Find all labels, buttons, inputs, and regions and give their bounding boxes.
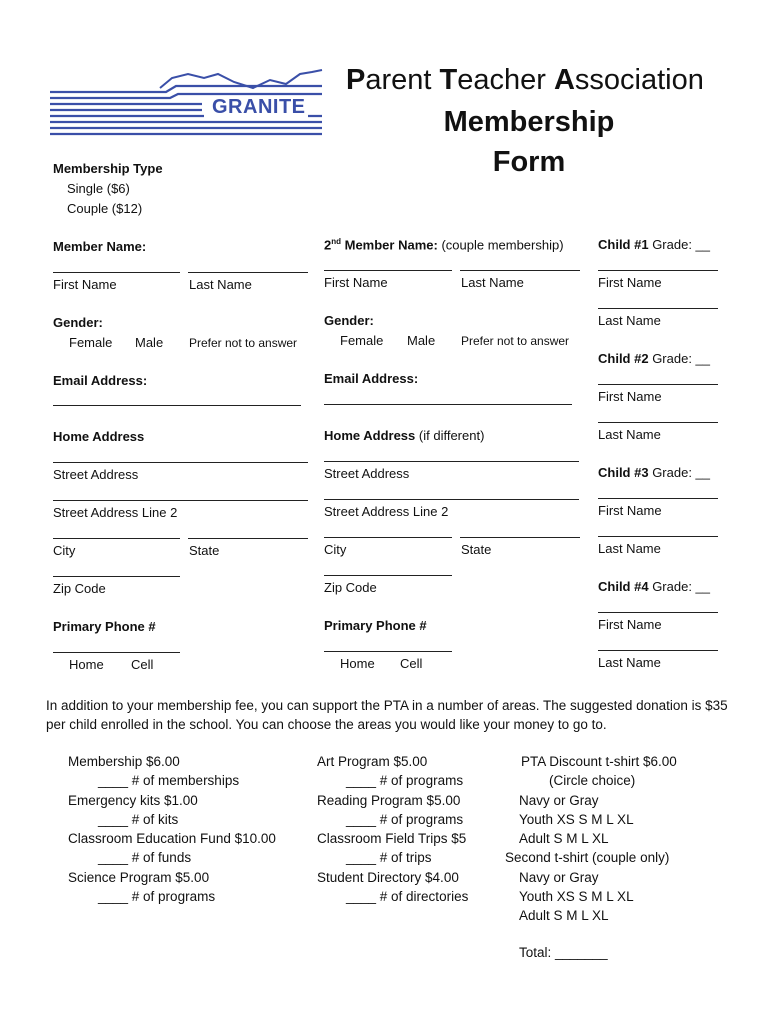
member2-phone-heading: Primary Phone # [324,618,427,633]
member2-street-label: Street Address [324,466,410,481]
child4-last-label: Last Name [598,655,661,670]
child1-first-label: First Name [598,275,662,290]
donation-directory-count[interactable]: ____ # of directories [346,889,469,904]
second-tshirt-heading: Second t-shirt (couple only) [505,850,670,865]
child2-first-label: First Name [598,389,662,404]
member2-phone-cell[interactable]: Cell [400,656,423,671]
second-tshirt-youth-sizes[interactable]: Youth XS S M L XL [519,889,634,904]
donation-membership-count[interactable]: ____ # of memberships [98,773,240,788]
phone-line[interactable] [53,652,180,653]
member2-heading-text: Member Name: [341,237,438,253]
member2-heading-num: 2 [324,237,332,253]
child1-last-line[interactable] [598,308,718,309]
donation-directory-item: Student Directory $4.00 [317,870,459,885]
child3-heading [598,465,710,480]
member-name-heading: Member Name: [53,239,147,254]
child4-heading-text: Child #4 [598,579,649,594]
email-line[interactable] [53,405,301,406]
member2-gender-female[interactable]: Female [340,333,384,348]
child2-last-label: Last Name [598,427,661,442]
donation-classroom-count[interactable]: ____ # of funds [98,850,192,865]
member2-street-line[interactable] [324,461,579,462]
member2-phone-line[interactable] [324,651,452,652]
tshirt-circle-note: (Circle choice) [549,773,636,788]
child2-heading [598,351,710,366]
member2-heading-sup: nd [331,237,342,246]
member2-phone-home[interactable]: Home [340,656,375,671]
member2-home-heading-text: Home Address [324,428,416,443]
child2-grade: Grade: __ [648,351,711,366]
phone-heading: Primary Phone # [53,619,156,634]
city-line[interactable] [53,538,180,539]
member2-zip-line[interactable] [324,575,452,576]
member2-street2-label: Street Address Line 2 [324,504,449,519]
member-last-name-line[interactable] [188,272,308,273]
member2-first-name-line[interactable] [324,270,452,271]
child4-first-line[interactable] [598,612,718,613]
second-tshirt-color-choice[interactable]: Navy or Gray [519,870,599,885]
membership-option-single[interactable]: Single ($6) [67,181,130,196]
child4-grade: Grade: __ [648,579,711,594]
page-title-line2: Membership [443,106,615,138]
phone-cell[interactable]: Cell [131,657,154,672]
member2-state-line[interactable] [460,537,580,538]
tshirt-heading: PTA Discount t-shirt $6.00 [521,754,677,769]
state-label: State [189,543,220,558]
child3-heading-text: Child #3 [598,465,649,480]
second-tshirt-adult-sizes[interactable]: Adult S M L XL [519,908,609,923]
donation-emergency-item: Emergency kits $1.00 [68,793,198,808]
state-line[interactable] [188,538,308,539]
member-first-name-line[interactable] [53,272,180,273]
tshirt-youth-sizes[interactable]: Youth XS S M L XL [519,812,634,827]
street-line[interactable] [53,462,308,463]
donation-fieldtrips-item: Classroom Field Trips $5 [317,831,467,846]
member2-state-label: State [461,542,492,557]
child1-heading [598,237,710,252]
donation-classroom-item: Classroom Education Fund $10.00 [68,831,276,846]
member2-gender-prefer-not[interactable]: Prefer not to answer [461,334,570,348]
member2-city-label: City [324,542,347,557]
donation-reading-item: Reading Program $5.00 [317,793,461,808]
child1-first-line[interactable] [598,270,718,271]
member2-gender-male[interactable]: Male [407,333,436,348]
donation-emergency-count[interactable]: ____ # of kits [98,812,179,827]
gender-male[interactable]: Male [135,335,164,350]
child3-grade: Grade: __ [648,465,711,480]
zip-label: Zip Code [53,581,106,596]
donation-art-count[interactable]: ____ # of programs [346,773,464,788]
member2-email-heading: Email Address: [324,371,419,386]
donation-membership-item: Membership $6.00 [68,754,180,769]
member2-first-name-label: First Name [324,275,388,290]
page-title: Parent Teacher Association [346,64,704,96]
member2-last-name-label: Last Name [461,275,524,290]
street2-label: Street Address Line 2 [53,505,178,520]
donation-intro: In addition to your membership fee, you can support the PTA in a number of areas. The suggested donation is $35 per child enrolled in the school. You can choose the areas you would like your money to go to. [46,698,728,732]
email-heading: Email Address: [53,373,148,388]
member2-city-line[interactable] [324,537,452,538]
member2-home-address-heading [324,428,484,443]
member-last-name-label: Last Name [189,277,252,292]
gender-heading: Gender: [53,315,103,330]
donation-art-item: Art Program $5.00 [317,754,428,769]
child2-first-line[interactable] [598,384,718,385]
membership-option-couple[interactable]: Couple ($12) [67,201,143,216]
member2-zip-label: Zip Code [324,580,377,595]
member2-last-name-line[interactable] [460,270,580,271]
member2-street2-line[interactable] [324,499,579,500]
gender-female[interactable]: Female [69,335,113,350]
page-title-line3: Form [492,146,566,178]
total-field[interactable]: Total: _______ [519,945,608,960]
zip-line[interactable] [53,576,180,577]
tshirt-adult-sizes[interactable]: Adult S M L XL [519,831,609,846]
child4-heading [598,579,710,594]
donation-science-item: Science Program $5.00 [68,870,210,885]
child1-grade: Grade: __ [648,237,711,252]
street-label: Street Address [53,467,139,482]
child3-last-label: Last Name [598,541,661,556]
child3-last-line[interactable] [598,536,718,537]
child3-first-line[interactable] [598,498,718,499]
child4-last-line[interactable] [598,650,718,651]
donation-fieldtrips-count[interactable]: ____ # of trips [346,850,432,865]
gender-prefer-not[interactable]: Prefer not to answer [189,336,298,350]
member-first-name-label: First Name [53,277,117,292]
tshirt-color-choice[interactable]: Navy or Gray [519,793,599,808]
child4-first-label: First Name [598,617,662,632]
member2-email-line[interactable] [324,404,572,405]
member2-name-heading [324,237,564,252]
member2-gender-heading: Gender: [324,313,374,328]
home-address-heading: Home Address [53,429,145,444]
street2-line[interactable] [53,500,308,501]
child2-heading-text: Child #2 [598,351,649,366]
membership-type-heading: Membership Type [53,161,163,176]
child1-last-label: Last Name [598,313,661,328]
logo-text: GRANITE [212,96,306,118]
child3-first-label: First Name [598,503,662,518]
member2-heading-note: (couple membership) [437,237,564,253]
child1-heading-text: Child #1 [598,237,649,252]
city-label: City [53,543,76,558]
child2-last-line[interactable] [598,422,718,423]
donation-reading-count[interactable]: ____ # of programs [346,812,464,827]
member2-home-heading-note: (if different) [415,428,485,443]
donation-science-count[interactable]: ____ # of programs [98,889,216,904]
phone-home[interactable]: Home [69,657,104,672]
granite-logo [48,66,326,146]
